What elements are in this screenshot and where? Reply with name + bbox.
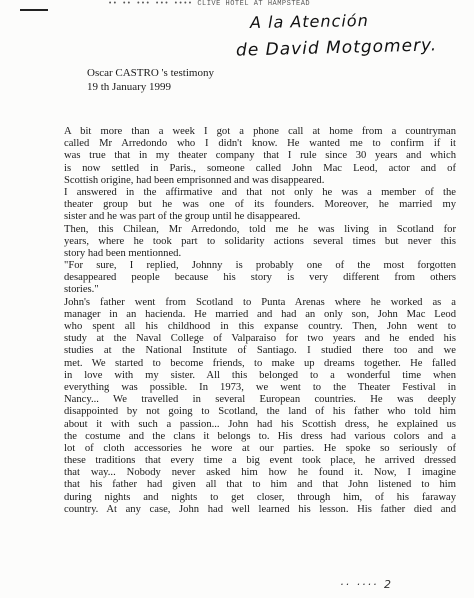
testimony-date: 19 th January 1999 — [87, 81, 172, 93]
testimony-title: Oscar CASTRO 's testimony — [87, 67, 214, 79]
handwritten-note-line-1: A la Atención — [249, 10, 369, 33]
body-line: during nights and nights to get closer, through him, of his faraway — [64, 491, 456, 503]
body-line: that way... Nobody never asked him how he found it. Now, I imagine — [64, 467, 456, 479]
body-line: that his father had given all that to him and that John listened to him — [64, 479, 456, 491]
body-line: these traditions that every time a big event took place, he arrived dressed — [64, 455, 456, 467]
body-line: study at the Naval College of Valparaiso for two years and he ended his — [64, 333, 456, 345]
handwritten-note-line-2: de David Motgomery. — [235, 35, 438, 61]
body-line: sister and he was part of the group until he disappeared. — [64, 211, 301, 223]
body-line: theater group but he was one of its founders. Moreover, he married my — [64, 199, 456, 211]
body-line: John's father went from Scotland to Punta Arenas where he worked as a — [64, 296, 456, 308]
body-line: I answered in the affirmative and that not only he was a member of the — [64, 186, 456, 198]
body-line: called Mr Arredondo who I didn't know. He wanted me to confirm if it — [64, 138, 456, 150]
body-line: story had been mentionned. — [64, 247, 182, 259]
body-line: Then, this Chilean, Mr Arredondo, told me he was living in Scotland for — [64, 223, 456, 235]
body-line: "For sure, I replied, Johnny is probably one of the most forgotten — [64, 260, 456, 272]
body-line: was true that in my theater company that I rule since 30 years and which — [64, 150, 456, 162]
body-line: Nancy... We travelled in several European countries. He was deeply — [64, 394, 456, 406]
body-line: disappointed by not going to Scotland, the land of his father who told him — [64, 406, 456, 418]
body-line: Scottish origine, had been emprisonned and was disappeared. — [64, 174, 325, 186]
testimony-body — [64, 126, 456, 516]
body-line: desappeared people because his story is very different from others — [64, 272, 456, 284]
body-line: everything was possible. In 1973, we went to the Theater Festival in — [64, 381, 456, 393]
body-line: country. At any case, John had well learned his lesson. His father died and — [64, 503, 456, 515]
body-line: about it with such a passion... John had his Scottish dress, he explained us — [64, 418, 456, 430]
body-line: who spent all his childhood in this expanse country. Then, John went to — [64, 321, 456, 332]
body-line: the costume and the clans it belongs to. His dress had various colors and a — [64, 430, 456, 442]
dash-mark — [20, 9, 48, 11]
testimony-header — [87, 66, 214, 94]
body-line: lot of cloth accessories he wore at our parties. He spoke so seriously of — [64, 442, 456, 454]
body-line: manager in an hacienda. He married and had an only son, John Mac Leod — [64, 308, 456, 320]
body-line: years, where he took part to solidarity actions several times but never this — [64, 235, 456, 247]
fax-header: •• •• ••• ••• •••• CLIVE HOTEL AT HAMPSTEAD — [108, 0, 311, 8]
body-line: met. We started to become friends, to make up dreams together. He falled — [64, 357, 456, 369]
body-line: studies at the National Institute of Santiago. I studied there too and we — [64, 345, 456, 357]
body-line: A bit more than a week I got a phone call at home from a countryman — [64, 126, 456, 137]
page-mark: ·· ···· 2 — [340, 578, 393, 591]
body-line: in love with my sister. All this belonged to a wonderful time when — [64, 369, 456, 381]
body-line: is now settled in Paris., someone called John Mac Leod, actor and of — [64, 162, 456, 174]
body-line: stories." — [64, 284, 99, 296]
